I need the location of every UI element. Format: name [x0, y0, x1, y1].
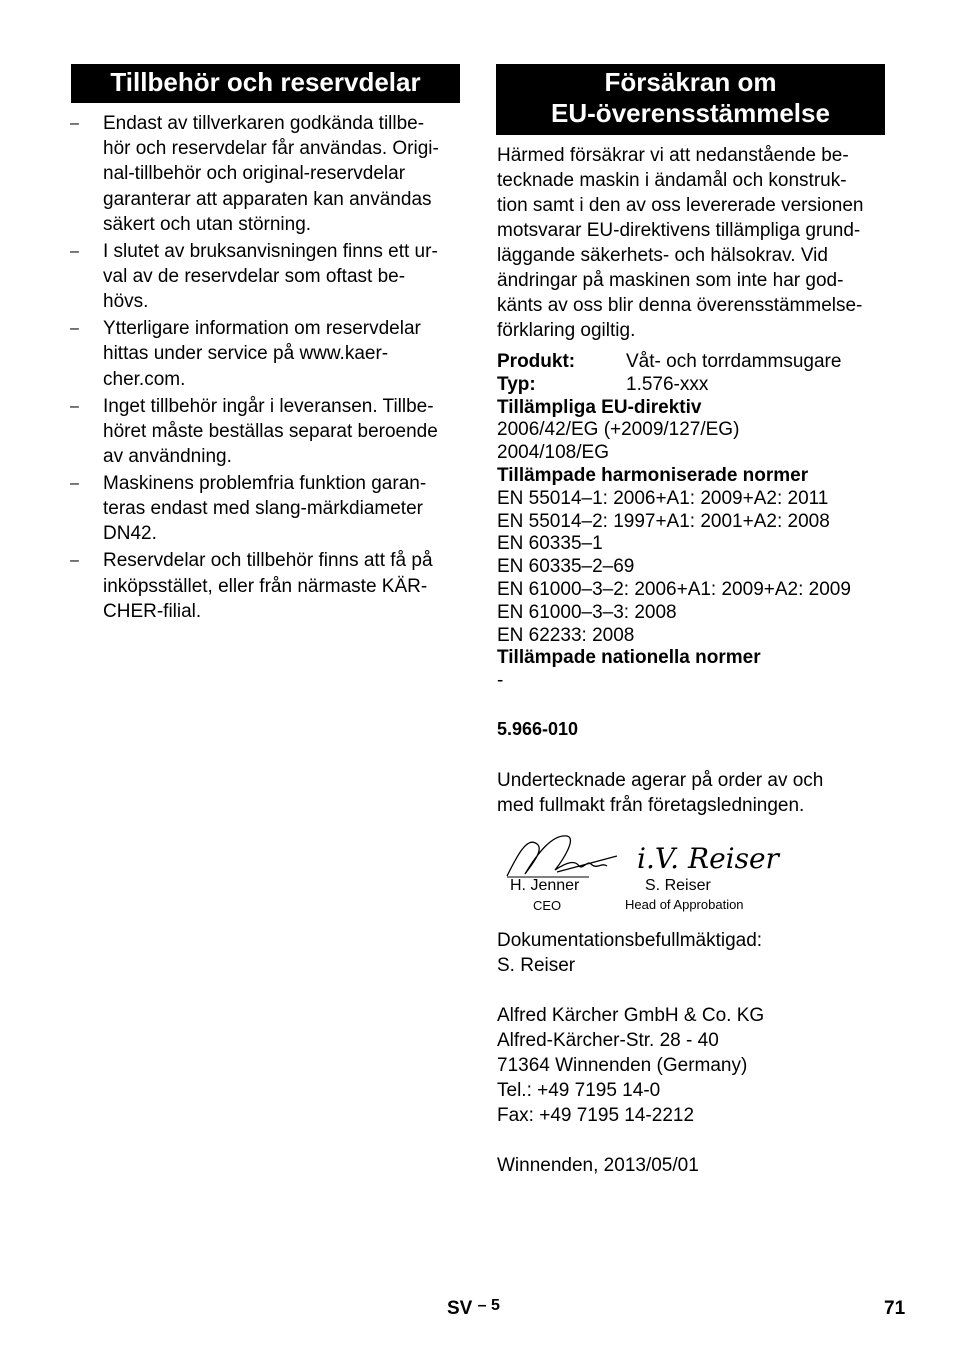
bullet-line: hittas under service på www.kaer-	[103, 343, 389, 365]
bullet-line: nal-tillbehör och original-reservdelar	[103, 163, 406, 185]
signed-text	[497, 768, 897, 818]
intro-line: motsvarar EU-direktivens tillämpliga grund-	[497, 220, 861, 241]
heading-line: Försäkran om	[604, 67, 777, 97]
national-value: -	[497, 670, 504, 692]
product-details	[497, 351, 897, 693]
list-item	[70, 239, 462, 315]
bullet-line: Maskinens problemfria funktion garan-	[103, 473, 427, 495]
product-value: Våt- och torrdammsugare	[626, 351, 842, 372]
heading-line: EU-överensstämmelse	[551, 98, 830, 128]
address-line: Fax: +49 7195 14-2212	[497, 1105, 695, 1126]
bullet-line: Reservdelar och tillbehör finns att få på	[103, 550, 433, 572]
bullet-line: cher.com.	[103, 368, 186, 390]
doc-number: 5.966-010	[497, 719, 579, 739]
dash-bullet: –	[70, 320, 79, 338]
signatory1-title: CEO	[533, 898, 562, 913]
doc-authorised	[497, 928, 897, 978]
standard-line: EN 55014–2: 1997+A1: 2001+A2: 2008	[497, 510, 830, 532]
section-heading-accessories: Tillbehör och reservdelar	[71, 64, 460, 103]
bullet-line: höret måste beställas separat beroende	[103, 420, 438, 442]
address-line: Alfred-Kärcher-Str. 28 - 40	[497, 1030, 719, 1051]
signature-jenner-stroke	[507, 836, 617, 876]
product-label: Produkt:	[497, 351, 576, 372]
directive-line: 2006/42/EG (+2009/127/EG)	[497, 419, 740, 441]
intro-line: ändringar på maskinen som inte har god-	[497, 270, 844, 291]
doc-authorised-label: Dokumentationsbefullmäktigad:	[497, 930, 763, 951]
intro-line: läggande säkerhets- och hälsokrav. Vid	[497, 245, 828, 266]
intro-line: Härmed försäkrar vi att nedanstående be-	[497, 145, 849, 166]
footer-section-page: – 5	[477, 1297, 500, 1314]
product-row	[497, 351, 897, 374]
harmonised-heading: Tillämpade harmoniserade normer	[497, 464, 809, 486]
dash-bullet: –	[70, 242, 79, 260]
bullet-line: teras endast med slang-märkdiameter	[103, 498, 423, 520]
intro-line: förklaring ogiltig.	[497, 320, 636, 341]
standard-line: EN 62233: 2008	[497, 624, 635, 646]
address-line: Tel.: +49 7195 14-0	[497, 1080, 661, 1101]
dash-bullet: –	[70, 115, 79, 132]
declaration-intro	[497, 143, 889, 343]
bullet-line: hövs.	[103, 291, 149, 313]
bullet-line: Ytterligare information om reservdelar	[103, 318, 421, 340]
bullet-line: av användning.	[103, 446, 232, 468]
standard-line: EN 61000–3–3: 2008	[497, 601, 677, 623]
dash-bullet: –	[70, 552, 79, 570]
type-value: 1.576-xxx	[626, 373, 709, 395]
standard-line: EN 60335–2–69	[497, 556, 635, 578]
list-item	[70, 111, 462, 237]
bullet-line: val av de reservdelar som oftast be-	[103, 266, 406, 288]
bullet-line: Endast av tillverkaren godkända tillbe-	[103, 113, 425, 134]
list-item	[70, 394, 462, 470]
bullet-line: DN42.	[103, 523, 157, 545]
bullet-line: Inget tillbehör ingår i leveransen. Tillbe-	[103, 395, 434, 417]
place-date: Winnenden, 2013/05/01	[497, 1155, 699, 1176]
intro-line: tion samt i den av oss levererade versionen	[497, 195, 864, 216]
section-heading-declaration	[496, 64, 885, 135]
bullet-line: garanterar att apparaten kan användas	[103, 188, 432, 210]
signed-line: Undertecknade agerar på order av och	[497, 770, 824, 791]
directive-line: 2004/108/EG	[497, 442, 609, 464]
type-label: Typ:	[497, 373, 536, 395]
standard-line: EN 55014–1: 2006+A1: 2009+A2: 2011	[497, 487, 829, 509]
bullet-line: hör och reservdelar får användas. Origi-	[103, 138, 439, 160]
bullet-line: inköpsstället, eller från närmaste KÄR-	[103, 575, 428, 597]
list-item	[70, 471, 462, 547]
bullet-line: säkert och utan störning.	[103, 213, 312, 235]
address-line: Alfred Kärcher GmbH & Co. KG	[497, 1005, 765, 1026]
standard-line: EN 60335–1	[497, 533, 603, 555]
standard-line: EN 61000–3–2: 2006+A1: 2009+A2: 2009	[497, 578, 851, 600]
address-line: 71364 Winnenden (Germany)	[497, 1055, 748, 1076]
signatory2-title: Head of Approbation	[625, 897, 744, 912]
footer-lang-code: SV	[447, 1298, 473, 1319]
signatory1-name: H. Jenner	[510, 877, 580, 894]
bullet-line: I slutet av bruksanvisningen finns ett ur-	[103, 240, 438, 262]
directives-heading: Tillämpliga EU-direktiv	[497, 396, 702, 418]
doc-authorised-name: S. Reiser	[497, 955, 576, 976]
bullet-line: CHER-filial.	[103, 600, 202, 622]
signatory2-name: S. Reiser	[645, 877, 711, 894]
list-item	[70, 316, 462, 392]
national-heading: Tillämpade nationella normer	[497, 647, 761, 669]
footer-page-number: 71	[884, 1298, 906, 1319]
list-item	[70, 548, 462, 624]
signature-block	[497, 826, 797, 916]
signed-line: med fullmakt från företagsledningen.	[497, 795, 805, 816]
type-row	[497, 374, 897, 397]
dash-bullet: –	[70, 475, 79, 493]
accessories-bullet-list	[70, 111, 462, 626]
intro-line: känts av oss blir denna överensstämmelse-	[497, 295, 863, 316]
company-address	[497, 1003, 897, 1128]
footer-language	[447, 1298, 500, 1320]
intro-line: tecknade maskin i ändamål och konstruk-	[497, 170, 847, 191]
signature-reiser-script: i.V. Reiser	[637, 842, 779, 875]
dash-bullet: –	[70, 397, 79, 415]
